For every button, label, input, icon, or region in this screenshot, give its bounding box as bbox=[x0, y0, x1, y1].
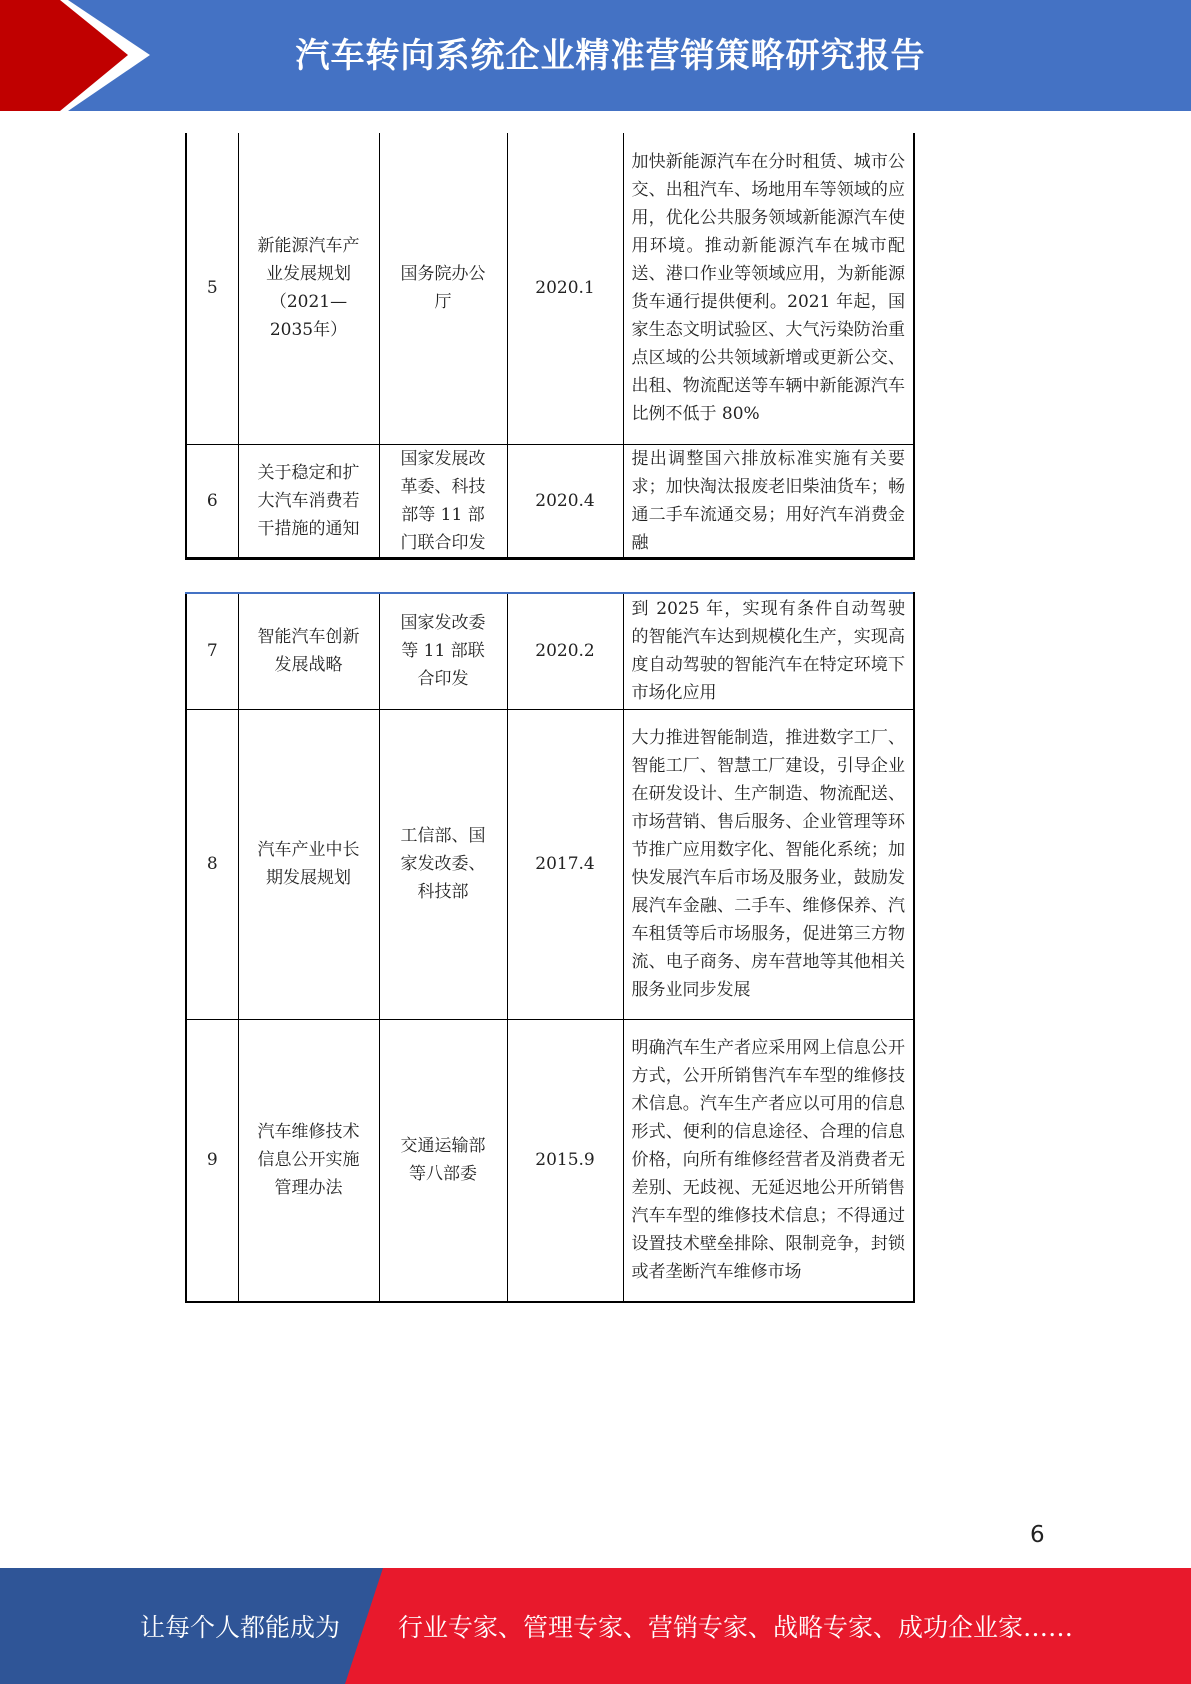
issue-date: 2017.4 bbox=[507, 709, 623, 1019]
report-title: 汽车转向系统企业精准营销策略研究报告 bbox=[295, 35, 926, 76]
row-number: 9 bbox=[186, 1019, 238, 1302]
policy-content: 到 2025 年，实现有条件自动驾驶的智能汽车达到规模化生产，实现高度自动驾驶的智能汽车在特定环境下市场化应用 bbox=[623, 593, 914, 709]
policy-name: 关于稳定和扩大汽车消费若干措施的通知 bbox=[238, 444, 379, 558]
row-number: 7 bbox=[186, 593, 238, 709]
footer-slogan-left: 让每个人都能成为 bbox=[140, 1613, 341, 1642]
policy-name: 汽车维修技术信息公开实施管理办法 bbox=[238, 1019, 379, 1302]
policy-name: 汽车产业中长期发展规划 bbox=[238, 709, 379, 1019]
header-bar bbox=[0, 0, 1191, 111]
table-row bbox=[186, 1019, 914, 1302]
footer-slogan-right: 行业专家、管理专家、营销专家、战略专家、成功企业家…… bbox=[398, 1613, 1074, 1642]
table-row bbox=[186, 444, 914, 558]
issuing-body: 国家发改委等 11 部联合印发 bbox=[379, 593, 507, 709]
policy-table-continued bbox=[185, 133, 915, 560]
issue-date: 2020.1 bbox=[507, 133, 623, 444]
page-number: 6 bbox=[1030, 1522, 1045, 1548]
issuing-body: 国家发展改革委、科技部等 11 部门联合印发 bbox=[379, 444, 507, 558]
issuing-body: 工信部、国家发改委、科技部 bbox=[379, 709, 507, 1019]
table-row bbox=[186, 133, 914, 444]
row-number: 8 bbox=[186, 709, 238, 1019]
policy-content: 大力推进智能制造，推进数字工厂、智能工厂、智慧工厂建设，引导企业在研发设计、生产制造、物流配送、市场营销、售后服务、企业管理等环节推广应用数字化、智能化系统；加快发展汽车后市场及服务业，鼓励发展汽车金融、二手车、维修保养、汽车租赁等后市场服务，促进第三方物流、电子商务、房车营地等其他相关服务业同步发展 bbox=[623, 709, 914, 1019]
policy-name: 新能源汽车产业发展规划（2021—2035年） bbox=[238, 133, 379, 444]
footer-banner bbox=[0, 1568, 1191, 1684]
issue-date: 2015.9 bbox=[507, 1019, 623, 1302]
header-red-chevron bbox=[0, 0, 150, 111]
policy-name: 智能汽车创新发展战略 bbox=[238, 593, 379, 709]
table-row bbox=[186, 709, 914, 1019]
issuing-body: 交通运输部等八部委 bbox=[379, 1019, 507, 1302]
issue-date: 2020.2 bbox=[507, 593, 623, 709]
policy-content: 提出调整国六排放标准实施有关要求；加快淘汰报废老旧柴油货车；畅通二手车流通交易；用好汽车消费金融 bbox=[623, 444, 914, 558]
table-row bbox=[186, 593, 914, 709]
policy-content: 加快新能源汽车在分时租赁、城市公交、出租汽车、场地用车等领域的应用，优化公共服务领域新能源汽车使用环境。推动新能源汽车在城市配送、港口作业等领域应用，为新能源货车通行提供便利。2021 年起，国家生态文明试验区、大气污染防治重点区域的公共领域新增或更新公交、出租、物流配送等车辆中新能源汽车比例不低于 80% bbox=[623, 133, 914, 444]
issuing-body: 国务院办公厅 bbox=[379, 133, 507, 444]
issue-date: 2020.4 bbox=[507, 444, 623, 558]
row-number: 5 bbox=[186, 133, 238, 444]
policy-table-second bbox=[185, 592, 915, 1303]
policy-content: 明确汽车生产者应采用网上信息公开方式，公开所销售汽车车型的维修技术信息。汽车生产者应以可用的信息形式、便利的信息途径、合理的信息价格，向所有维修经营者及消费者无差别、无歧视、无延迟地公开所销售汽车车型的维修技术信息；不得通过设置技术壁垒排除、限制竞争，封锁或者垄断汽车维修市场 bbox=[623, 1019, 914, 1302]
row-number: 6 bbox=[186, 444, 238, 558]
